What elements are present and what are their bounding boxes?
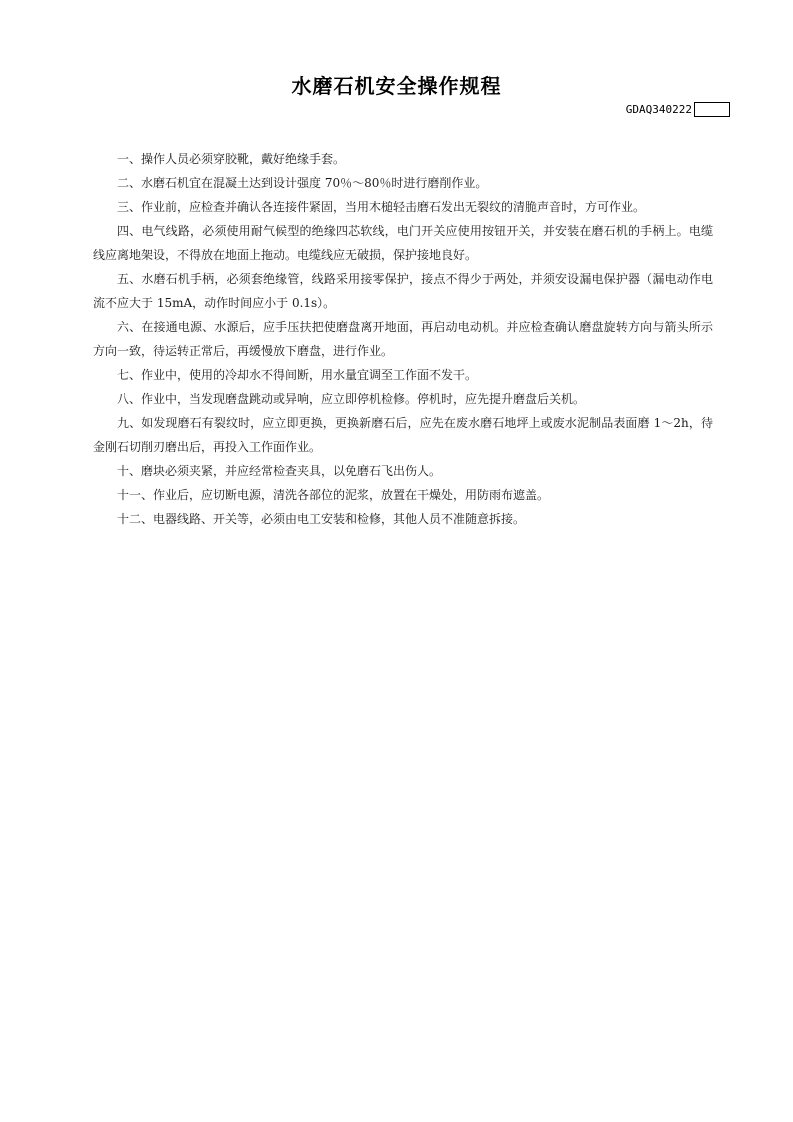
document-code: GDAQ340222 bbox=[625, 102, 692, 116]
regulation-item-11: 十一、作业后，应切断电源，清洗各部位的泥浆，放置在干燥处，用防雨布遮盖。 bbox=[117, 488, 550, 502]
regulation-item-6: 六、在接通电源、水源后，应手压扶把使磨盘离开地面，再启动电动机。并应检查确认磨盘旋转方向与箭头所示方向一致，待运转正常后，再缓慢放下磨盘，进行作业。 bbox=[93, 320, 713, 358]
regulation-body bbox=[93, 147, 713, 531]
regulation-item-5: 五、水磨石机手柄，必须套绝缘管，线路采用接零保护，接点不得少于两处，并须安设漏电保护器（漏电动作电流不应大于 15mA，动作时间应小于 0.1s）。 bbox=[93, 272, 713, 310]
regulation-item-8: 八、作业中，当发现磨盘跳动或异响，应立即停机检修。停机时，应先提升磨盘后关机。 bbox=[117, 392, 586, 406]
regulation-item-1: 一、操作人员必须穿胶靴，戴好绝缘手套。 bbox=[117, 152, 346, 166]
regulation-item-2: 二、水磨石机宜在混凝土达到设计强度 70％～80％时进行磨削作业。 bbox=[117, 176, 488, 190]
regulation-item-12: 十二、电器线路、开关等，必须由电工安装和检修，其他人员不准随意拆接。 bbox=[117, 512, 526, 526]
regulation-item-7: 七、作业中，使用的冷却水不得间断，用水量宜调至工作面不发干。 bbox=[117, 368, 478, 382]
regulation-item-4: 四、电气线路，必须使用耐气候型的绝缘四芯软线，电门开关应使用按钮开关，并安装在磨石机的手柄上。电缆线应离地架设，不得放在地面上拖动。电缆线应无破损，保护接地良好。 bbox=[93, 224, 713, 262]
regulation-item-10: 十、磨块必须夹紧，并应经常检查夹具，以免磨石飞出伤人。 bbox=[117, 464, 442, 478]
document-code-box bbox=[694, 102, 730, 117]
regulation-item-3: 三、作业前，应检查并确认各连接件紧固，当用木槌轻击磨石发出无裂纹的清脆声音时，方可作业。 bbox=[117, 200, 646, 214]
regulation-item-9: 九、如发现磨石有裂纹时，应立即更换，更换新磨石后，应先在废水磨石地坪上或废水泥制品表面磨 1～2h，待金刚石切削刃磨出后，再投入工作面作业。 bbox=[93, 416, 713, 454]
document-code-row bbox=[626, 100, 730, 118]
document-title: 水磨石机安全操作规程 bbox=[291, 74, 502, 98]
